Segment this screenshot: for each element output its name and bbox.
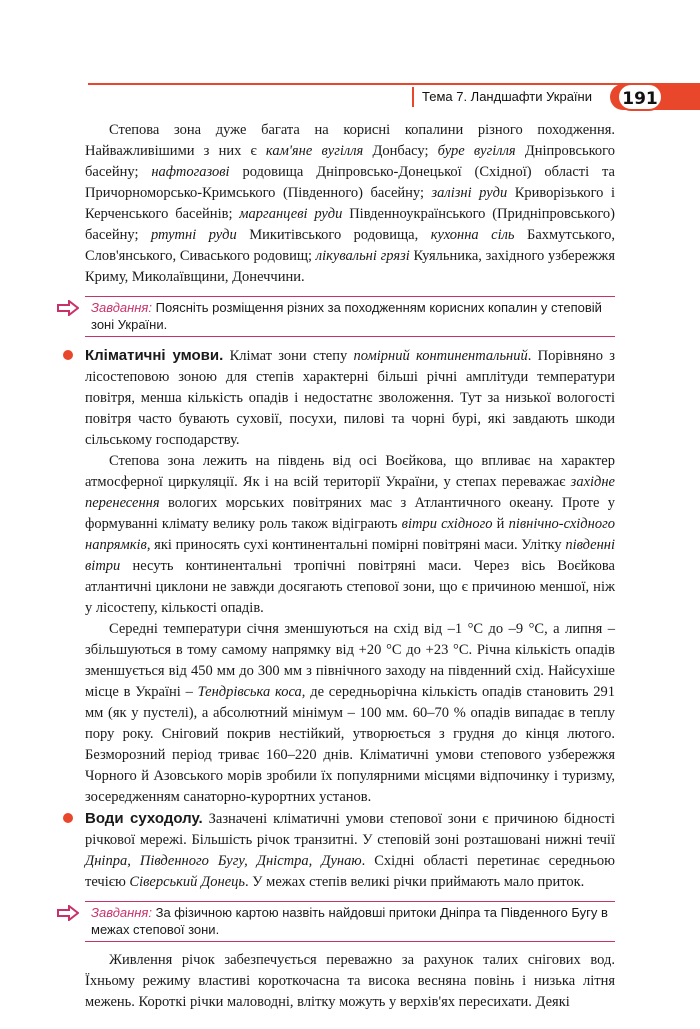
section-climate: Кліматичні умови. Клімат зони степу помірний континентальний. Порівняно з лісостеповою зоною для степів характерні більші річні амплітуди температури повітря, менша кількість опадів і недостатнє зволоження. Тут за низької вологості повітря часто бувають суховії, посухи, пилові та чорні бурі, які завдають шкоди сільському господарству. — [85, 345, 615, 451]
page-number: 191 — [617, 83, 663, 111]
task-box-rivers — [85, 901, 615, 942]
task-text: За фізичною картою назвіть найдовші притоки Дніпра та Південного Бугу в межах степової зони. — [91, 905, 608, 937]
section-waters: Води суходолу. Зазначені кліматичні умови степової зони є причиною бідності річкової мережі. Більшість річок транзитні. У степовій зоні розташовані нижні течії Дніпра, Південного Бугу, Дністра, Дунаю. Східні області перетинає середньою течією Сіверський Донець. У межах степів великі річки приймають мало приток. — [85, 808, 615, 893]
arrow-right-icon — [57, 905, 79, 921]
paragraph-minerals: Степова зона дуже багата на корисні копалини різного походження. Найважливішими з них є кам'яне вугілля Донбасу; буре вугілля Дніпровського басейну; нафтогазові родовища Дніпровсько-Донецької (Східної) області та Причорноморсько-Кримського (Південного) басейну; залізні руди Криворізького і Керченського басейнів; марганцеві руди Південноукраїнського (Придніпровського) басейну; ртутні руди Микитівського родовища, кухонна сіль Бахмутського, Слов'янського, Сиваського родовищ; лікувальні грязі Куяльника, західного узбережжя Криму, Миколаївщини, Донеччини. — [85, 122, 616, 285]
task-box-minerals — [85, 296, 615, 337]
task-label: Завдання: — [91, 905, 152, 920]
paragraph-river-feeding: Живлення річок забезпечується переважно за рахунок талих снігових вод. Їхньому режиму властиві короткочасна та висока весняна повінь і низька літня межень. Короткі річки маловодні, влітку можуть у верхів'ях пересихати. Деякі — [85, 952, 615, 1010]
header-rule — [88, 83, 700, 85]
bullet-icon — [63, 350, 73, 360]
section-heading: Кліматичні умови. — [85, 347, 224, 364]
task-label: Завдання: — [91, 300, 152, 315]
chapter-title: Тема 7. Ландшафти України — [412, 87, 588, 107]
page-body — [85, 120, 615, 1013]
paragraph-temperatures: Середні температури січня зменшуються на схід від –1 °С до –9 °С, а липня – збільшуються в тому самому напрямку від +20 °С до +23 °С. Річна кількість опадів зменшується від 450 мм до 300 мм з північного заходу на південний схід. Найсухіше місце в Україні – Тендрівська коса, де середньорічна кількість опадів становить 291 мм (як у пустелі), а абсолютний мінімум – 100 мм. 60–70 % опадів випадає в теплу пору року. Сніговий покрив нестійкий, утворюється з грудня до кінця лютого. Безморозний період триває 160–220 днів. Кліматичні умови степового узбережжя Чорного й Азовського морів зробили їх популярними місцями відпочинку і туризму, зосередженням санаторно-курортних установ. — [85, 621, 615, 805]
task-text: Поясніть розміщення різних за походженням корисних копалин у степовій зоні України. — [91, 300, 602, 332]
paragraph-circulation: Степова зона лежить на південь від осі Воєйкова, що впливає на характер атмосферної циркуляції. Як і на всій території України, у степах переважає західне перенесення вологих морських повітряних мас з Атлантичного океану. Проте у формуванні клімату велику роль також відіграють вітри східного й північно-східного напрямків, які приносять сухі континентальні помірні повітряні маси. Улітку південні вітри несуть континентальні тропічні повітряні маси. Через вісь Воєйкова атлантичні циклони не завжди досягають степової зони, що є причиною меншої, ніж у лісостепу, кількості опадів. — [85, 453, 615, 616]
section-heading: Води суходолу. — [85, 810, 203, 827]
bullet-icon — [63, 813, 73, 823]
arrow-right-icon — [57, 300, 79, 316]
